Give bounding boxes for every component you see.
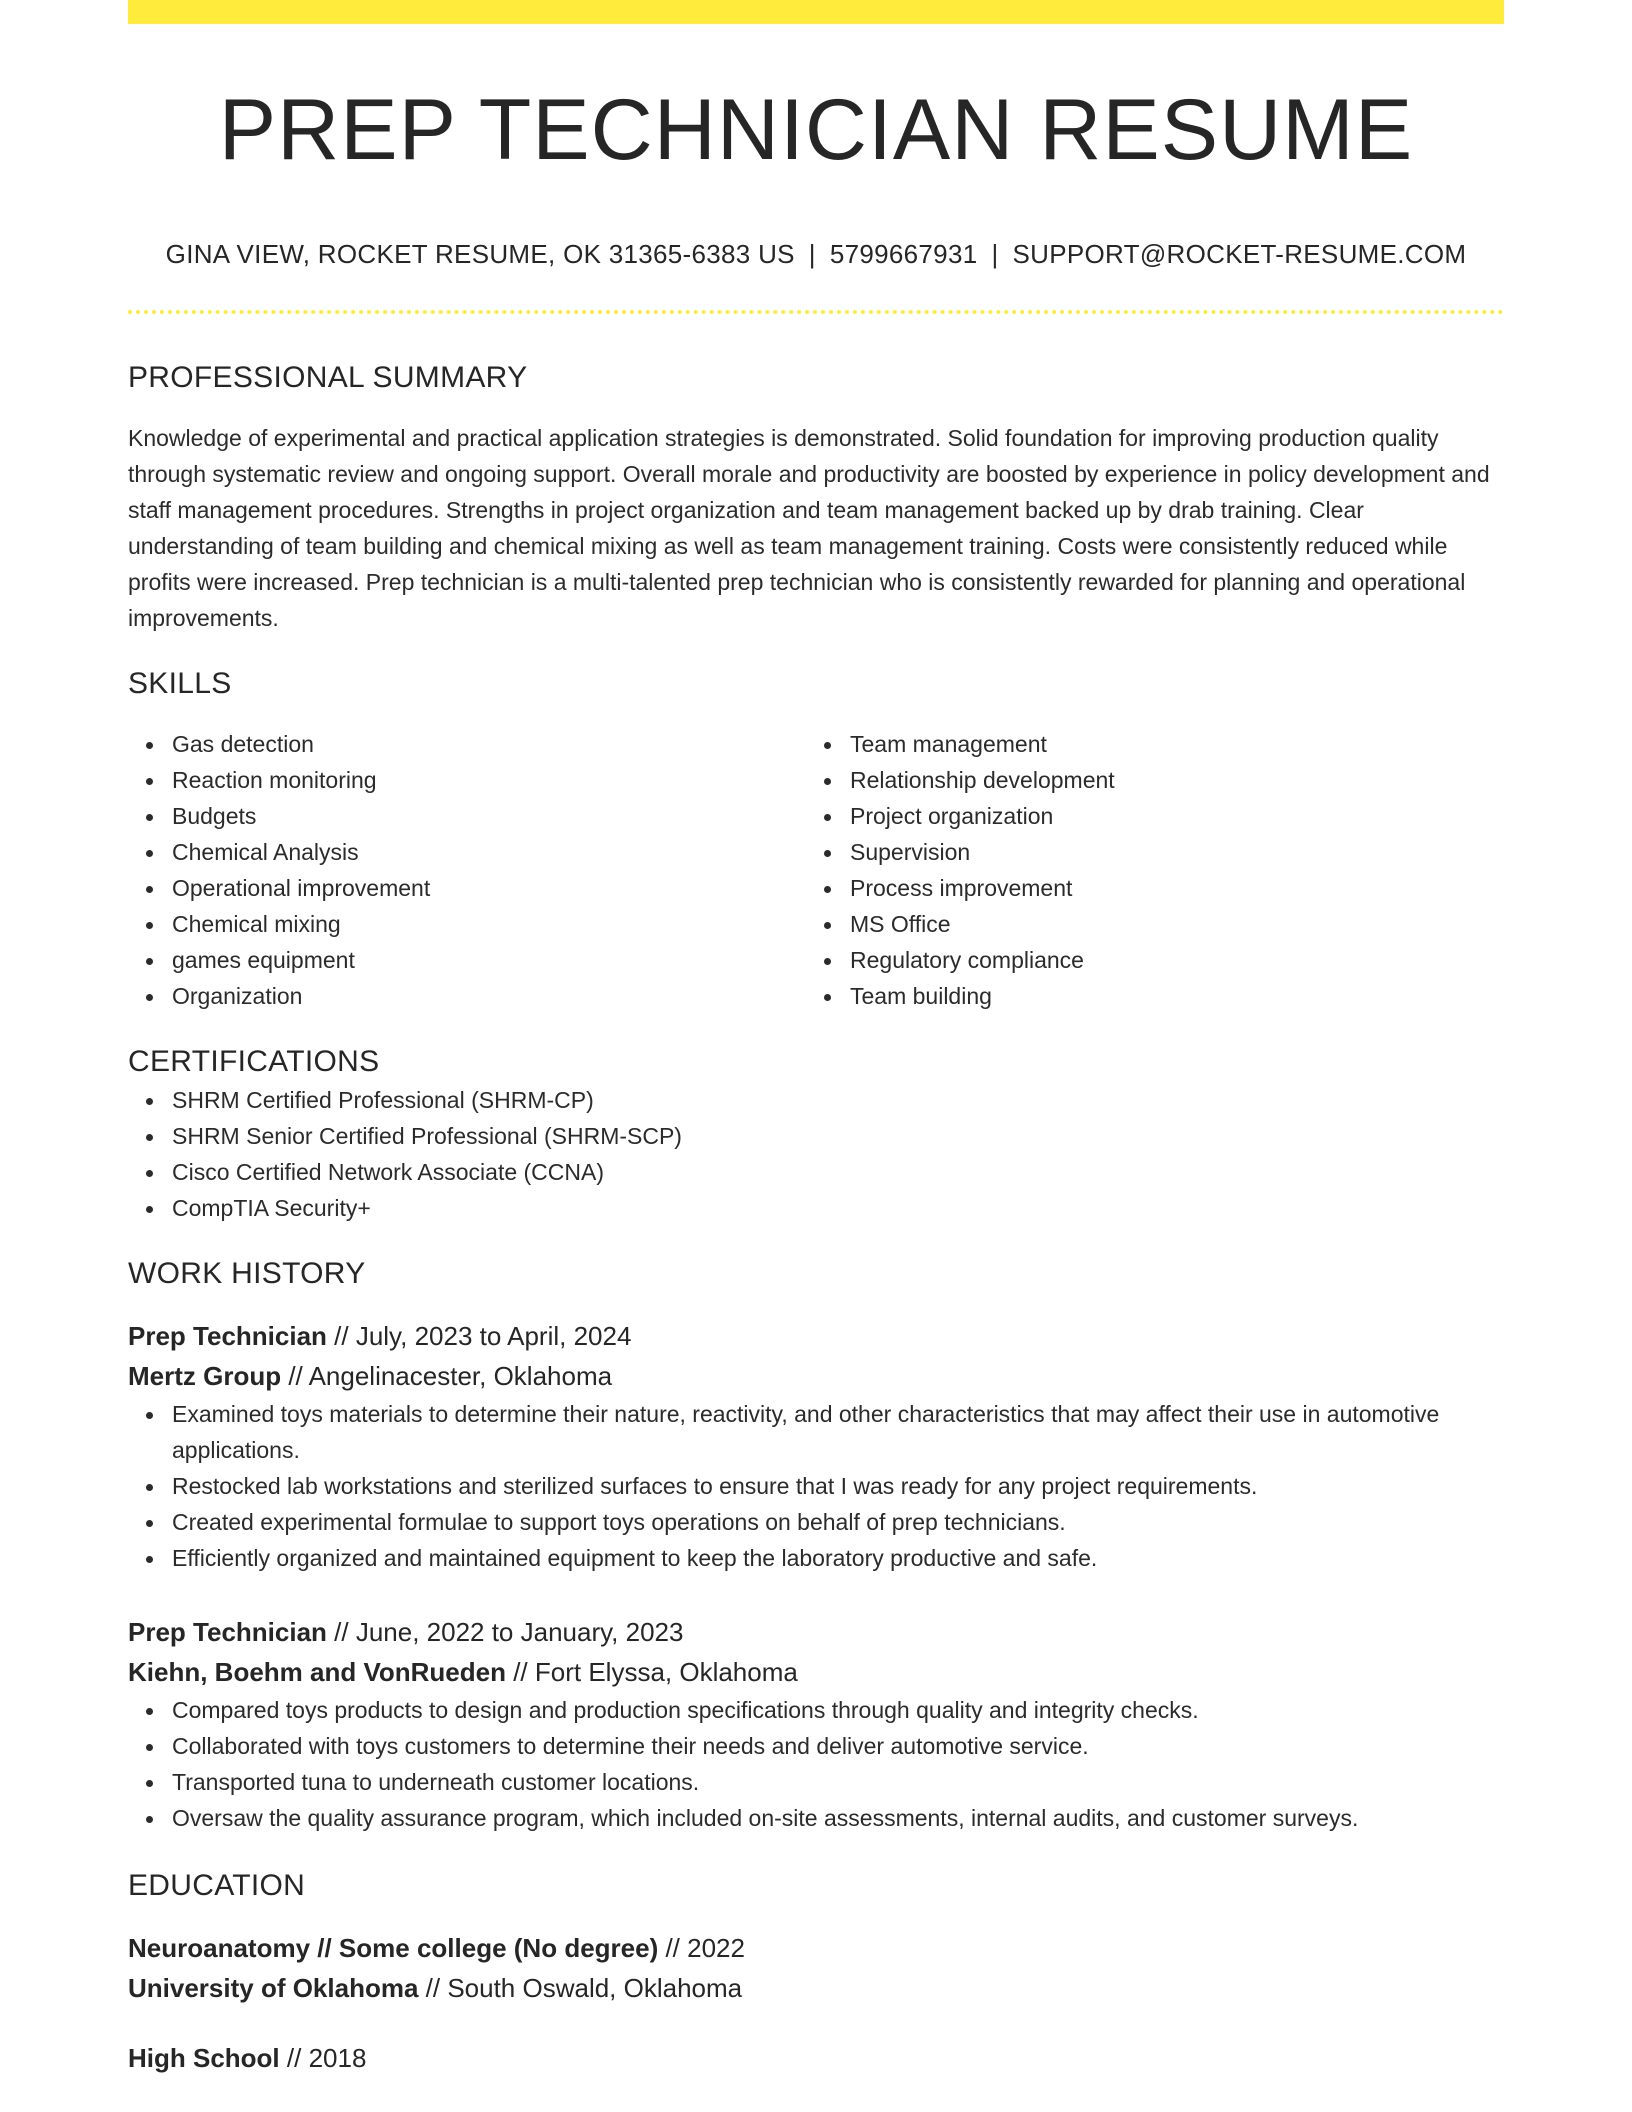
skill-item: Project organization: [850, 798, 1484, 834]
contact-phone: 5799667931: [829, 239, 978, 269]
education-school-line: [128, 1968, 1504, 2008]
job-duty: Efficiently organized and maintained equipment to keep the laboratory productive and safe.: [172, 1540, 1504, 1576]
contact-separator: |: [991, 239, 999, 269]
contact-separator: |: [808, 239, 816, 269]
skills-list-right: [806, 726, 1484, 1014]
job-duties-list: [128, 1396, 1504, 1576]
job-location: // Fort Elyssa, Oklahoma: [505, 1657, 798, 1687]
certification-item: SHRM Certified Professional (SHRM-CP): [172, 1082, 1504, 1118]
contact-email[interactable]: SUPPORT@ROCKET-RESUME.COM: [1012, 239, 1467, 269]
resume-title: PREP TECHNICIAN RESUME: [218, 82, 1414, 178]
job-duty: Collaborated with toys customers to determine their needs and deliver automotive service.: [172, 1728, 1504, 1764]
skill-item: Team management: [850, 726, 1484, 762]
job-duty: Compared toys products to design and production specifications through quality and integrity checks.: [172, 1692, 1504, 1728]
work-history-heading: WORK HISTORY: [128, 1257, 366, 1290]
dotted-divider: [128, 310, 1504, 314]
summary-text: Knowledge of experimental and practical application strategies is demonstrated. Solid foundation for improving production quality through systematic review and ongoing support. Overall morale and productivity are boosted by experience in policy development and staff management procedures. Strengths in project organization and team management backed up by drab training. Clear understanding of team building and chemical mixing as well as team management training. Costs were consistently reduced while profits were increased. Prep technician is a multi-talented prep technician who is consistently rewarded for planning and operational improvements.: [128, 425, 1490, 631]
education-school: University of Oklahoma: [128, 1973, 419, 2003]
job-title: Prep Technician: [128, 1617, 327, 1647]
skill-item: Chemical Analysis: [172, 834, 806, 870]
job-duties-list: [128, 1692, 1504, 1836]
resume-page: [128, 0, 1504, 2078]
job-duty: Created experimental formulae to support toys operations on behalf of prep technicians.: [172, 1504, 1504, 1540]
education-degree-line: [128, 2038, 1504, 2078]
education-degree: High School: [128, 2043, 280, 2073]
skills-columns: [128, 726, 1504, 1014]
skill-item: Process improvement: [850, 870, 1484, 906]
job-dates: // July, 2023 to April, 2024: [326, 1321, 632, 1351]
education-year: // 2018: [279, 2043, 367, 2073]
skill-item: Relationship development: [850, 762, 1484, 798]
job-company: Kiehn, Boehm and VonRueden: [128, 1657, 506, 1687]
certification-item: CompTIA Security+: [172, 1190, 1504, 1226]
job-company: Mertz Group: [128, 1361, 282, 1391]
certification-item: SHRM Senior Certified Professional (SHRM-SCP): [172, 1118, 1504, 1154]
contact-address: GINA VIEW, ROCKET RESUME, OK 31365-6383 US: [165, 239, 795, 269]
job-company-line: [128, 1652, 1504, 1692]
job-dates: // June, 2022 to January, 2023: [326, 1617, 684, 1647]
job-duty: Restocked lab workstations and sterilized surfaces to ensure that I was ready for any project requirements.: [172, 1468, 1504, 1504]
job-company-line: [128, 1356, 1504, 1396]
education-location: // South Oswald, Oklahoma: [418, 1973, 743, 2003]
education-heading: EDUCATION: [128, 1869, 306, 1902]
job-duty: Oversaw the quality assurance program, which included on-site assessments, internal audits, and customer surveys.: [172, 1800, 1504, 1836]
job-entry: [128, 1612, 1504, 1836]
skill-item: MS Office: [850, 906, 1484, 942]
skills-column-right: [806, 726, 1484, 1014]
summary-heading: PROFESSIONAL SUMMARY: [128, 361, 528, 394]
skills-heading: SKILLS: [128, 667, 232, 700]
education-degree-line: [128, 1928, 1504, 1968]
job-title-line: [128, 1316, 1504, 1356]
job-location: // Angelinacester, Oklahoma: [281, 1361, 613, 1391]
skill-item: Gas detection: [172, 726, 806, 762]
education-entry: [128, 2038, 1504, 2078]
skill-item: Organization: [172, 978, 806, 1014]
skill-item: Supervision: [850, 834, 1484, 870]
certifications-list: [128, 1082, 1504, 1226]
certifications-heading: CERTIFICATIONS: [128, 1045, 380, 1078]
job-title: Prep Technician: [128, 1321, 327, 1351]
skill-item: Team building: [850, 978, 1484, 1014]
skill-item: Reaction monitoring: [172, 762, 806, 798]
job-duty: Transported tuna to underneath customer locations.: [172, 1764, 1504, 1800]
job-entry: [128, 1316, 1504, 1576]
contact-line: [128, 238, 1504, 270]
skills-list-left: [128, 726, 806, 1014]
skill-item: Budgets: [172, 798, 806, 834]
education-year: // 2022: [658, 1933, 745, 1963]
skill-item: Chemical mixing: [172, 906, 806, 942]
certification-item: Cisco Certified Network Associate (CCNA): [172, 1154, 1504, 1190]
top-accent-bar: [128, 0, 1504, 24]
job-title-line: [128, 1612, 1504, 1652]
education-degree: Neuroanatomy // Some college (No degree): [128, 1933, 659, 1963]
skill-item: Operational improvement: [172, 870, 806, 906]
skill-item: Regulatory compliance: [850, 942, 1484, 978]
skills-column-left: [128, 726, 806, 1014]
job-duty: Examined toys materials to determine their nature, reactivity, and other characteristics that may affect their use in automotive applications.: [172, 1396, 1504, 1468]
skill-item: games equipment: [172, 942, 806, 978]
education-entry: [128, 1928, 1504, 2008]
